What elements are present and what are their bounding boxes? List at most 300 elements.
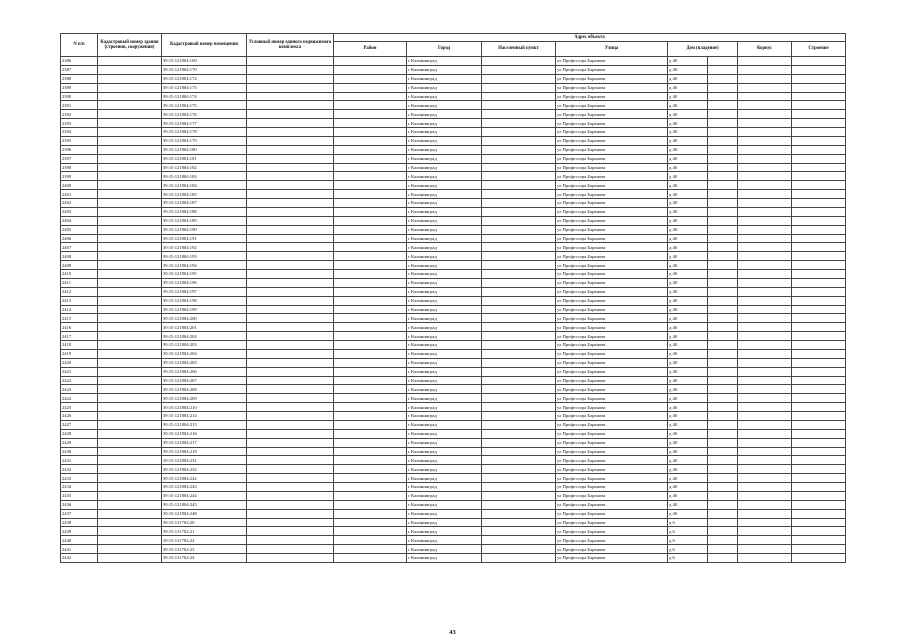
building-cell <box>792 545 846 554</box>
corpus-cell <box>738 500 792 509</box>
table-row <box>61 110 846 119</box>
premises-cadastral-cell: 39:15:131702:23 <box>162 545 247 554</box>
corpus-cell <box>738 101 792 110</box>
unified-complex-cell <box>247 527 334 536</box>
building-cadastral-cell <box>98 234 162 243</box>
settlement-cell <box>482 554 556 563</box>
settlement-cell <box>482 545 556 554</box>
house-cell: д 40 <box>668 145 708 154</box>
premises-cadastral-cell: 39:15:121804:175 <box>162 101 247 110</box>
settlement-cell <box>482 447 556 456</box>
row-number-cell: 2391 <box>61 101 98 110</box>
settlement-cell <box>482 128 556 137</box>
house-cell: д 40 <box>668 367 708 376</box>
house-cell: д 40 <box>668 287 708 296</box>
settlement-cell <box>482 483 556 492</box>
house-cell: д 6 <box>668 554 708 563</box>
building-cell <box>792 270 846 279</box>
premises-cadastral-cell: 39:15:121804:188 <box>162 207 247 216</box>
city-cell: г Калининград <box>407 305 482 314</box>
house-cell: д 40 <box>668 474 708 483</box>
house-extra-cell <box>708 527 738 536</box>
building-cadastral-cell <box>98 385 162 394</box>
table-row <box>61 314 846 323</box>
corpus-cell <box>738 154 792 163</box>
settlement-cell <box>482 403 556 412</box>
building-cell <box>792 207 846 216</box>
corpus-cell <box>738 323 792 332</box>
settlement-cell <box>482 136 556 145</box>
unified-complex-cell <box>247 323 334 332</box>
corpus-cell <box>738 358 792 367</box>
premises-cadastral-cell: 39:15:121804:199 <box>162 305 247 314</box>
city-cell: г Калининград <box>407 491 482 500</box>
table-row <box>61 403 846 412</box>
house-cell: д 40 <box>668 172 708 181</box>
district-cell <box>334 234 407 243</box>
row-number-cell: 2408 <box>61 252 98 261</box>
house-extra-cell <box>708 136 738 145</box>
table-row <box>61 545 846 554</box>
house-extra-cell <box>708 145 738 154</box>
street-cell: ул Профессора Баранова <box>556 385 668 394</box>
settlement-cell <box>482 305 556 314</box>
settlement-cell <box>482 216 556 225</box>
settlement-cell <box>482 385 556 394</box>
district-cell <box>334 57 407 66</box>
unified-complex-cell <box>247 225 334 234</box>
street-cell: ул Профессора Баранова <box>556 234 668 243</box>
row-number-cell: 2442 <box>61 554 98 563</box>
street-cell: ул Профессора Баранова <box>556 456 668 465</box>
district-cell <box>334 483 407 492</box>
city-cell: г Калининград <box>407 447 482 456</box>
table-row <box>61 190 846 199</box>
house-extra-cell <box>708 349 738 358</box>
table-row <box>61 136 846 145</box>
house-extra-cell <box>708 367 738 376</box>
table-row <box>61 376 846 385</box>
house-extra-cell <box>708 225 738 234</box>
district-cell <box>334 509 407 518</box>
district-cell <box>334 199 407 208</box>
corpus-cell <box>738 385 792 394</box>
building-cadastral-cell <box>98 216 162 225</box>
building-cadastral-cell <box>98 287 162 296</box>
table-row <box>61 420 846 429</box>
settlement-cell <box>482 420 556 429</box>
corpus-cell <box>738 314 792 323</box>
building-cell <box>792 57 846 66</box>
district-cell <box>334 554 407 563</box>
row-number-cell: 2431 <box>61 456 98 465</box>
unified-complex-cell <box>247 270 334 279</box>
unified-complex-cell <box>247 509 334 518</box>
building-cell <box>792 225 846 234</box>
building-cell <box>792 101 846 110</box>
house-cell: д 40 <box>668 412 708 421</box>
row-number-cell: 2430 <box>61 447 98 456</box>
district-cell <box>334 474 407 483</box>
premises-cadastral-cell: 39:15:121804:208 <box>162 385 247 394</box>
house-extra-cell <box>708 323 738 332</box>
unified-complex-cell <box>247 163 334 172</box>
unified-complex-cell <box>247 474 334 483</box>
row-number-cell: 2428 <box>61 429 98 438</box>
district-cell <box>334 527 407 536</box>
corpus-cell <box>738 536 792 545</box>
district-cell <box>334 252 407 261</box>
building-cadastral-cell <box>98 110 162 119</box>
house-cell: д 6 <box>668 545 708 554</box>
city-cell: г Калининград <box>407 465 482 474</box>
building-cadastral-cell <box>98 394 162 403</box>
building-cell <box>792 527 846 536</box>
table-row <box>61 412 846 421</box>
row-number-cell: 2390 <box>61 92 98 101</box>
premises-cadastral-cell: 39:15:121804:176 <box>162 110 247 119</box>
premises-cadastral-cell: 39:15:121804:205 <box>162 358 247 367</box>
registry-sheet <box>60 33 846 563</box>
row-number-cell: 2432 <box>61 465 98 474</box>
street-cell: ул Профессора Баранова <box>556 101 668 110</box>
building-cadastral-cell <box>98 145 162 154</box>
house-cell: д 40 <box>668 225 708 234</box>
building-cell <box>792 261 846 270</box>
street-cell: ул Профессора Баранова <box>556 420 668 429</box>
city-cell: г Калининград <box>407 243 482 252</box>
street-cell: ул Профессора Баранова <box>556 128 668 137</box>
table-row <box>61 128 846 137</box>
corpus-cell <box>738 296 792 305</box>
street-cell: ул Профессора Баранова <box>556 536 668 545</box>
premises-cadastral-cell: 39:15:121804:197 <box>162 287 247 296</box>
house-cell: д 40 <box>668 385 708 394</box>
corpus-cell <box>738 332 792 341</box>
unified-complex-cell <box>247 181 334 190</box>
unified-complex-cell <box>247 349 334 358</box>
settlement-cell <box>482 270 556 279</box>
table-row <box>61 394 846 403</box>
table-row <box>61 323 846 332</box>
unified-complex-cell <box>247 57 334 66</box>
street-cell: ул Профессора Баранова <box>556 252 668 261</box>
district-cell <box>334 412 407 421</box>
building-cell <box>792 128 846 137</box>
settlement-cell <box>482 465 556 474</box>
street-cell: ул Профессора Баранова <box>556 65 668 74</box>
unified-complex-cell <box>247 83 334 92</box>
settlement-cell <box>482 278 556 287</box>
corpus-cell <box>738 456 792 465</box>
premises-cadastral-cell: 39:15:121804:191 <box>162 234 247 243</box>
city-cell: г Калининград <box>407 128 482 137</box>
corpus-cell <box>738 225 792 234</box>
city-cell: г Калининград <box>407 349 482 358</box>
settlement-cell <box>482 74 556 83</box>
house-cell: д 40 <box>668 438 708 447</box>
district-cell <box>334 394 407 403</box>
settlement-cell <box>482 234 556 243</box>
building-cadastral-cell <box>98 163 162 172</box>
street-cell: ул Профессора Баранова <box>556 57 668 66</box>
building-cadastral-cell <box>98 341 162 350</box>
district-cell <box>334 145 407 154</box>
building-cadastral-cell <box>98 358 162 367</box>
district-cell <box>334 349 407 358</box>
premises-cadastral-cell: 39:15:121804:244 <box>162 491 247 500</box>
settlement-cell <box>482 509 556 518</box>
row-number-cell: 2420 <box>61 358 98 367</box>
table-row <box>61 74 846 83</box>
house-cell: д 40 <box>668 199 708 208</box>
house-extra-cell <box>708 358 738 367</box>
premises-cadastral-cell: 39:15:121804:201 <box>162 323 247 332</box>
settlement-cell <box>482 92 556 101</box>
house-extra-cell <box>708 119 738 128</box>
settlement-cell <box>482 172 556 181</box>
corpus-cell <box>738 119 792 128</box>
district-cell <box>334 207 407 216</box>
building-cell <box>792 341 846 350</box>
row-number-cell: 2400 <box>61 181 98 190</box>
header-row-top <box>61 34 846 42</box>
row-number-cell: 2410 <box>61 270 98 279</box>
building-cadastral-cell <box>98 65 162 74</box>
settlement-cell <box>482 323 556 332</box>
premises-cadastral-cell: 39:15:121804:182 <box>162 163 247 172</box>
unified-complex-cell <box>247 500 334 509</box>
district-cell <box>334 243 407 252</box>
settlement-cell <box>482 412 556 421</box>
table-row <box>61 500 846 509</box>
district-cell <box>334 287 407 296</box>
house-cell: д 40 <box>668 119 708 128</box>
street-cell: ул Профессора Баранова <box>556 136 668 145</box>
district-cell <box>334 65 407 74</box>
house-extra-cell <box>708 420 738 429</box>
corpus-cell <box>738 474 792 483</box>
table-row <box>61 207 846 216</box>
district-cell <box>334 163 407 172</box>
premises-cadastral-cell: 39:15:121804:181 <box>162 154 247 163</box>
district-cell <box>334 545 407 554</box>
settlement-cell <box>482 296 556 305</box>
house-extra-cell <box>708 83 738 92</box>
unified-complex-cell <box>247 190 334 199</box>
premises-cadastral-cell: 39:15:121804:207 <box>162 376 247 385</box>
house-cell: д 40 <box>668 305 708 314</box>
district-cell <box>334 438 407 447</box>
building-cell <box>792 358 846 367</box>
house-cell: д 40 <box>668 65 708 74</box>
table-row <box>61 536 846 545</box>
street-cell: ул Профессора Баранова <box>556 190 668 199</box>
corpus-cell <box>738 483 792 492</box>
table-row <box>61 172 846 181</box>
row-number-cell: 2439 <box>61 527 98 536</box>
district-cell <box>334 500 407 509</box>
table-row <box>61 270 846 279</box>
street-cell: ул Профессора Баранова <box>556 447 668 456</box>
street-cell: ул Профессора Баранова <box>556 296 668 305</box>
settlement-cell <box>482 332 556 341</box>
table-row <box>61 483 846 492</box>
house-extra-cell <box>708 243 738 252</box>
street-cell: ул Профессора Баранова <box>556 527 668 536</box>
row-number-cell: 2399 <box>61 172 98 181</box>
building-cadastral-cell <box>98 207 162 216</box>
building-cadastral-cell <box>98 456 162 465</box>
corpus-cell <box>738 341 792 350</box>
table-row <box>61 181 846 190</box>
building-cell <box>792 376 846 385</box>
street-cell: ул Профессора Баранова <box>556 145 668 154</box>
house-cell: д 6 <box>668 518 708 527</box>
building-cadastral-cell <box>98 74 162 83</box>
settlement-cell <box>482 429 556 438</box>
street-cell: ул Профессора Баранова <box>556 225 668 234</box>
row-number-cell: 2413 <box>61 296 98 305</box>
city-cell: г Калининград <box>407 57 482 66</box>
district-cell <box>334 420 407 429</box>
row-number-cell: 2412 <box>61 287 98 296</box>
table-row <box>61 145 846 154</box>
city-cell: г Калининград <box>407 341 482 350</box>
building-cell <box>792 145 846 154</box>
settlement-cell <box>482 456 556 465</box>
row-number-cell: 2392 <box>61 110 98 119</box>
street-cell: ул Профессора Баранова <box>556 207 668 216</box>
building-cadastral-cell <box>98 57 162 66</box>
corpus-cell <box>738 420 792 429</box>
corpus-cell <box>738 110 792 119</box>
house-extra-cell <box>708 216 738 225</box>
settlement-cell <box>482 243 556 252</box>
premises-cadastral-cell: 39:15:121804:179 <box>162 136 247 145</box>
premises-cadastral-cell: 39:15:121804:189 <box>162 216 247 225</box>
corpus-cell <box>738 376 792 385</box>
premises-cadastral-cell: 39:15:121804:209 <box>162 394 247 403</box>
row-number-cell: 2421 <box>61 367 98 376</box>
unified-complex-cell <box>247 545 334 554</box>
col-street-header: Улица <box>556 42 668 57</box>
registry-table <box>60 33 846 563</box>
settlement-cell <box>482 491 556 500</box>
building-cadastral-cell <box>98 296 162 305</box>
corpus-cell <box>738 92 792 101</box>
house-cell: д 40 <box>668 403 708 412</box>
house-cell: д 6 <box>668 536 708 545</box>
district-cell <box>334 403 407 412</box>
house-extra-cell <box>708 261 738 270</box>
settlement-cell <box>482 394 556 403</box>
building-cadastral-cell <box>98 438 162 447</box>
building-cell <box>792 163 846 172</box>
col-corpus-header: Корпус <box>738 42 792 57</box>
district-cell <box>334 270 407 279</box>
premises-cadastral-cell: 39:15:121804:216 <box>162 429 247 438</box>
corpus-cell <box>738 527 792 536</box>
unified-complex-cell <box>247 261 334 270</box>
city-cell: г Калининград <box>407 119 482 128</box>
city-cell: г Калининград <box>407 456 482 465</box>
building-cadastral-cell <box>98 500 162 509</box>
district-cell <box>334 181 407 190</box>
building-cadastral-cell <box>98 491 162 500</box>
premises-cadastral-cell: 39:15:121804:172 <box>162 74 247 83</box>
building-cell <box>792 465 846 474</box>
house-cell: д 40 <box>668 270 708 279</box>
row-number-cell: 2435 <box>61 491 98 500</box>
street-cell: ул Профессора Баранова <box>556 465 668 474</box>
building-cell <box>792 74 846 83</box>
building-cadastral-cell <box>98 92 162 101</box>
table-row <box>61 278 846 287</box>
unified-complex-cell <box>247 296 334 305</box>
table-row <box>61 358 846 367</box>
building-cell <box>792 305 846 314</box>
house-extra-cell <box>708 545 738 554</box>
row-number-cell: 2404 <box>61 216 98 225</box>
building-cadastral-cell <box>98 420 162 429</box>
row-number-cell: 2423 <box>61 385 98 394</box>
table-row <box>61 83 846 92</box>
district-cell <box>334 536 407 545</box>
district-cell <box>334 456 407 465</box>
district-cell <box>334 225 407 234</box>
house-extra-cell <box>708 429 738 438</box>
corpus-cell <box>738 278 792 287</box>
building-cell <box>792 119 846 128</box>
street-cell: ул Профессора Баранова <box>556 172 668 181</box>
settlement-cell <box>482 163 556 172</box>
city-cell: г Калининград <box>407 234 482 243</box>
street-cell: ул Профессора Баранова <box>556 278 668 287</box>
corpus-cell <box>738 270 792 279</box>
settlement-cell <box>482 341 556 350</box>
building-cadastral-cell <box>98 527 162 536</box>
house-extra-cell <box>708 278 738 287</box>
premises-cadastral-cell: 39:15:121804:215 <box>162 420 247 429</box>
district-cell <box>334 323 407 332</box>
table-row <box>61 474 846 483</box>
city-cell: г Калининград <box>407 438 482 447</box>
building-cadastral-cell <box>98 314 162 323</box>
building-cell <box>792 403 846 412</box>
unified-complex-cell <box>247 314 334 323</box>
row-number-cell: 2424 <box>61 394 98 403</box>
building-cell <box>792 278 846 287</box>
unified-complex-cell <box>247 199 334 208</box>
house-cell: д 40 <box>668 341 708 350</box>
table-row <box>61 199 846 208</box>
unified-complex-cell <box>247 332 334 341</box>
district-cell <box>334 376 407 385</box>
col-city-header: Город <box>407 42 482 57</box>
premises-cadastral-cell: 39:15:121804:180 <box>162 145 247 154</box>
building-cell <box>792 190 846 199</box>
unified-complex-cell <box>247 65 334 74</box>
house-cell: д 40 <box>668 110 708 119</box>
city-cell: г Калининград <box>407 199 482 208</box>
table-row <box>61 527 846 536</box>
settlement-cell <box>482 518 556 527</box>
table-row <box>61 225 846 234</box>
row-number-cell: 2427 <box>61 420 98 429</box>
house-extra-cell <box>708 332 738 341</box>
building-cell <box>792 252 846 261</box>
